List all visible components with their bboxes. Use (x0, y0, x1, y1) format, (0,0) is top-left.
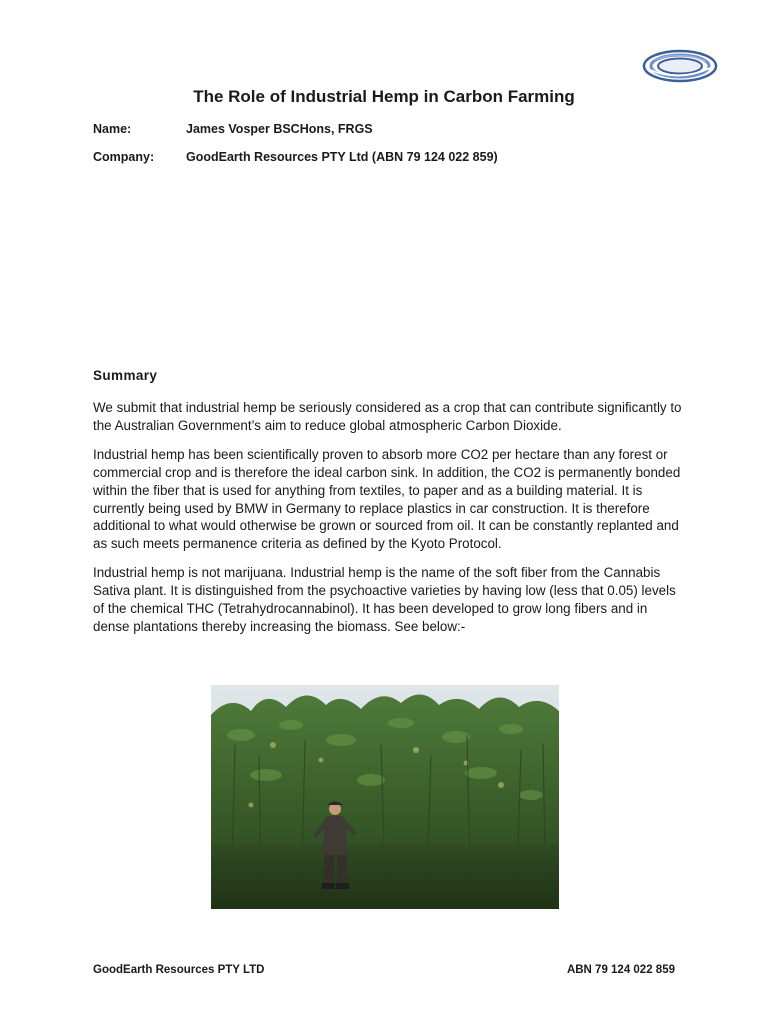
footer-abn: ABN 79 124 022 859 (566, 964, 675, 976)
company-name: GoodEarth Resources PTY Ltd (ABN 79 124 022 859) (186, 150, 498, 164)
goodearth-logo-icon (642, 48, 718, 84)
summary-heading: Summary (93, 368, 158, 383)
name-label: Name: (93, 122, 132, 136)
summary-body (93, 399, 683, 647)
author-row (93, 122, 373, 136)
paragraph: Industrial hemp has been scientifically proven to absorb more CO2 per hectare than any forest or commercial crop and is therefore the ideal carbon sink. In addition, the CO2 is permanently bonded within the fiber that is used for anything from textiles, to paper and as a building material. It is currently being used by BMW in Germany to replace plastics in car construction. It is therefore additional to what would otherwise be grown or sourced from oil. It can be constantly replanted and as such meets permanence criteria as defined by the Kyoto Protocol. (93, 446, 681, 552)
document-title: The Role of Industrial Hemp in Carbon Farming (193, 87, 575, 106)
hemp-field-photo (211, 685, 559, 909)
author-name: James Vosper BSCHons, FRGS (186, 122, 373, 136)
company-label: Company: (93, 150, 155, 164)
paragraph: We submit that industrial hemp be seriously considered as a crop that can contribute significantly to the Australian Government’s aim to reduce global atmospheric Carbon Dioxide. (93, 400, 682, 433)
company-row (93, 150, 498, 164)
footer-company: GoodEarth Resources PTY LTD (93, 964, 265, 976)
paragraph: Industrial hemp is not marijuana. Industrial hemp is the name of the soft fiber from the Cannabis Sativa plant. It is distinguished from the psychoactive varieties by having low (less that 0.05) levels of the chemical THC (Tetrahydrocannabinol). It has been developed to grow long fibers and in dense plantations thereby increasing the biomass. See below:- (93, 565, 676, 634)
hemp-field-image (211, 685, 559, 909)
